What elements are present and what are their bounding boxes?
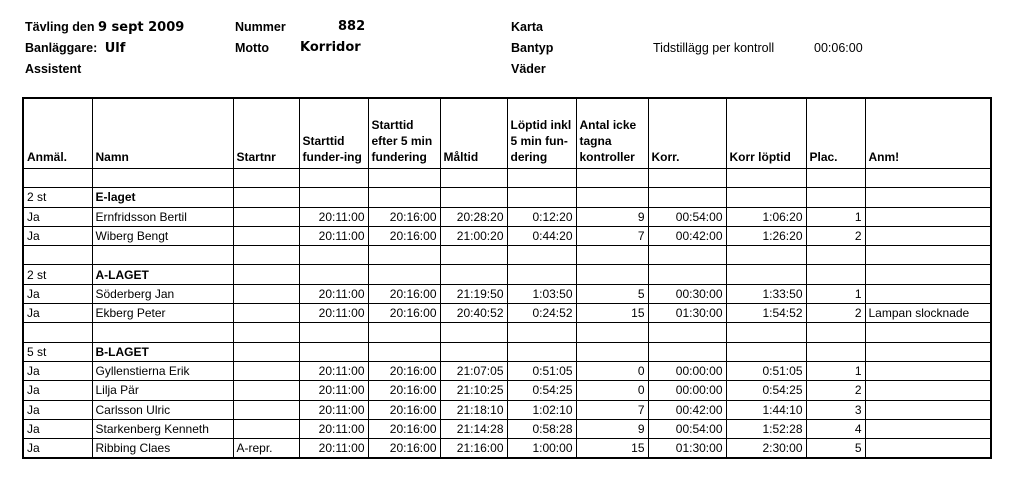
cell-plac: 5 bbox=[806, 439, 865, 459]
spacer-row bbox=[23, 169, 991, 188]
cell-starttid-efter: 20:16:00 bbox=[368, 400, 440, 419]
cell-startnr bbox=[233, 284, 299, 303]
table-row bbox=[23, 381, 991, 400]
empty-cell bbox=[299, 342, 368, 361]
spacer-row bbox=[23, 323, 991, 342]
cell-korr: 00:54:00 bbox=[648, 207, 726, 226]
cell-starttid-fundering: 20:11:00 bbox=[299, 381, 368, 400]
empty-cell bbox=[648, 342, 726, 361]
banlaggare-value: Ulf bbox=[104, 41, 126, 56]
empty-cell bbox=[368, 265, 440, 284]
cell-plac: 1 bbox=[806, 207, 865, 226]
cell-korr-loptid: 0:51:05 bbox=[726, 361, 806, 380]
empty-cell bbox=[23, 169, 92, 188]
table-header-row bbox=[23, 98, 991, 169]
empty-cell bbox=[806, 188, 865, 207]
motto-label: Motto bbox=[235, 41, 270, 55]
empty-cell bbox=[368, 169, 440, 188]
empty-cell bbox=[440, 265, 507, 284]
table-row bbox=[23, 284, 991, 303]
cell-plac: 1 bbox=[806, 284, 865, 303]
bantyp-label: Bantyp bbox=[511, 41, 554, 55]
empty-cell bbox=[440, 323, 507, 342]
group-header-row bbox=[23, 188, 991, 207]
cell-antal-icke-tagna: 7 bbox=[576, 400, 648, 419]
empty-cell bbox=[648, 188, 726, 207]
cell-plac: 2 bbox=[806, 381, 865, 400]
cell-anmal: Ja bbox=[23, 284, 92, 303]
empty-cell bbox=[233, 342, 299, 361]
cell-maltid: 21:00:20 bbox=[440, 226, 507, 245]
empty-cell bbox=[299, 323, 368, 342]
empty-cell bbox=[576, 265, 648, 284]
cell-plac: 3 bbox=[806, 400, 865, 419]
cell-namn: Carlsson Ulric bbox=[92, 400, 233, 419]
cell-starttid-fundering: 20:11:00 bbox=[299, 439, 368, 459]
cell-anm bbox=[865, 400, 991, 419]
cell-loptid: 0:44:20 bbox=[507, 226, 576, 245]
nummer-value: 882 bbox=[338, 19, 366, 34]
cell-starttid-fundering: 20:11:00 bbox=[299, 304, 368, 323]
empty-cell bbox=[23, 246, 92, 265]
empty-cell bbox=[440, 188, 507, 207]
empty-cell bbox=[648, 246, 726, 265]
empty-cell bbox=[865, 265, 991, 284]
cell-korr-loptid: 0:54:25 bbox=[726, 381, 806, 400]
cell-starttid-efter: 20:16:00 bbox=[368, 439, 440, 459]
empty-cell bbox=[726, 342, 806, 361]
cell-starttid-fundering: 20:11:00 bbox=[299, 284, 368, 303]
empty-cell bbox=[507, 246, 576, 265]
col-header-namn: Namn bbox=[92, 98, 233, 169]
tavling-label: Tävling den bbox=[25, 20, 95, 34]
cell-namn: Ribbing Claes bbox=[92, 439, 233, 459]
col-header-plac: Plac. bbox=[806, 98, 865, 169]
cell-starttid-efter: 20:16:00 bbox=[368, 419, 440, 438]
col-header-maltid: Måltid bbox=[440, 98, 507, 169]
empty-cell bbox=[440, 246, 507, 265]
tavling-value: 9 sept 2009 bbox=[97, 20, 185, 35]
empty-cell bbox=[865, 169, 991, 188]
cell-anmal: Ja bbox=[23, 361, 92, 380]
empty-cell bbox=[865, 342, 991, 361]
cell-korr: 00:00:00 bbox=[648, 381, 726, 400]
cell-maltid: 20:28:20 bbox=[440, 207, 507, 226]
empty-cell bbox=[648, 323, 726, 342]
empty-cell bbox=[576, 188, 648, 207]
empty-cell bbox=[233, 265, 299, 284]
cell-startnr bbox=[233, 381, 299, 400]
cell-loptid: 1:03:50 bbox=[507, 284, 576, 303]
empty-cell bbox=[233, 188, 299, 207]
cell-startnr bbox=[233, 304, 299, 323]
cell-korr-loptid: 1:06:20 bbox=[726, 207, 806, 226]
empty-cell bbox=[806, 265, 865, 284]
cell-plac: 4 bbox=[806, 419, 865, 438]
empty-cell bbox=[440, 342, 507, 361]
cell-anm bbox=[865, 419, 991, 438]
empty-cell bbox=[368, 188, 440, 207]
cell-anmal: Ja bbox=[23, 304, 92, 323]
empty-cell bbox=[507, 342, 576, 361]
results-table bbox=[22, 97, 992, 459]
cell-antal-icke-tagna: 9 bbox=[576, 207, 648, 226]
col-header-anmal: Anmäl. bbox=[23, 98, 92, 169]
banlaggare-row bbox=[25, 41, 125, 56]
cell-starttid-fundering: 20:11:00 bbox=[299, 361, 368, 380]
col-header-starttid-fundering: Starttid funder-ing bbox=[299, 98, 368, 169]
empty-cell bbox=[806, 323, 865, 342]
cell-starttid-fundering: 20:11:00 bbox=[299, 400, 368, 419]
group-name: A-LAGET bbox=[92, 265, 233, 284]
cell-korr: 00:42:00 bbox=[648, 400, 726, 419]
cell-plac: 2 bbox=[806, 226, 865, 245]
cell-startnr: A-repr. bbox=[233, 439, 299, 459]
empty-cell bbox=[233, 246, 299, 265]
empty-cell bbox=[92, 323, 233, 342]
empty-cell bbox=[806, 342, 865, 361]
cell-starttid-efter: 20:16:00 bbox=[368, 304, 440, 323]
cell-loptid: 0:51:05 bbox=[507, 361, 576, 380]
table-row bbox=[23, 361, 991, 380]
empty-cell bbox=[507, 265, 576, 284]
empty-cell bbox=[233, 169, 299, 188]
empty-cell bbox=[865, 246, 991, 265]
empty-cell bbox=[726, 188, 806, 207]
empty-cell bbox=[806, 246, 865, 265]
tidstillagg-value: 00:06:00 bbox=[814, 41, 863, 55]
empty-cell bbox=[576, 169, 648, 188]
cell-maltid: 21:16:00 bbox=[440, 439, 507, 459]
empty-cell bbox=[507, 188, 576, 207]
cell-korr-loptid: 2:30:00 bbox=[726, 439, 806, 459]
group-name: E-laget bbox=[92, 188, 233, 207]
empty-cell bbox=[368, 246, 440, 265]
cell-anm bbox=[865, 207, 991, 226]
cell-korr: 00:42:00 bbox=[648, 226, 726, 245]
cell-antal-icke-tagna: 15 bbox=[576, 304, 648, 323]
empty-cell bbox=[726, 169, 806, 188]
cell-anmal: Ja bbox=[23, 381, 92, 400]
empty-cell bbox=[368, 342, 440, 361]
cell-starttid-efter: 20:16:00 bbox=[368, 381, 440, 400]
col-header-korr: Korr. bbox=[648, 98, 726, 169]
empty-cell bbox=[576, 342, 648, 361]
cell-maltid: 21:14:28 bbox=[440, 419, 507, 438]
cell-anmal: Ja bbox=[23, 439, 92, 459]
karta-label: Karta bbox=[511, 20, 543, 34]
group-count: 5 st bbox=[23, 342, 92, 361]
cell-anmal: Ja bbox=[23, 419, 92, 438]
cell-startnr bbox=[233, 419, 299, 438]
cell-namn: Ernfridsson Bertil bbox=[92, 207, 233, 226]
cell-korr: 00:54:00 bbox=[648, 419, 726, 438]
cell-starttid-fundering: 20:11:00 bbox=[299, 226, 368, 245]
tidstillagg-label: Tidstillägg per kontroll bbox=[653, 41, 775, 55]
empty-cell bbox=[726, 246, 806, 265]
empty-cell bbox=[299, 169, 368, 188]
table-row bbox=[23, 400, 991, 419]
cell-korr-loptid: 1:54:52 bbox=[726, 304, 806, 323]
empty-cell bbox=[726, 265, 806, 284]
empty-cell bbox=[299, 265, 368, 284]
empty-cell bbox=[92, 246, 233, 265]
empty-cell bbox=[865, 188, 991, 207]
table-row bbox=[23, 304, 991, 323]
cell-antal-icke-tagna: 0 bbox=[576, 381, 648, 400]
empty-cell bbox=[726, 323, 806, 342]
col-header-korr-loptid: Korr löptid bbox=[726, 98, 806, 169]
group-count: 2 st bbox=[23, 265, 92, 284]
cell-antal-icke-tagna: 15 bbox=[576, 439, 648, 459]
group-header-row bbox=[23, 265, 991, 284]
cell-korr: 00:30:00 bbox=[648, 284, 726, 303]
cell-plac: 2 bbox=[806, 304, 865, 323]
vader-label: Väder bbox=[511, 62, 546, 76]
cell-plac: 1 bbox=[806, 361, 865, 380]
cell-starttid-efter: 20:16:00 bbox=[368, 207, 440, 226]
cell-antal-icke-tagna: 7 bbox=[576, 226, 648, 245]
cell-starttid-fundering: 20:11:00 bbox=[299, 419, 368, 438]
cell-korr-loptid: 1:44:10 bbox=[726, 400, 806, 419]
cell-anmal: Ja bbox=[23, 400, 92, 419]
cell-namn: Gyllenstierna Erik bbox=[92, 361, 233, 380]
table-row bbox=[23, 419, 991, 438]
cell-korr-loptid: 1:52:28 bbox=[726, 419, 806, 438]
cell-anmal: Ja bbox=[23, 226, 92, 245]
cell-namn: Wiberg Bengt bbox=[92, 226, 233, 245]
cell-namn: Söderberg Jan bbox=[92, 284, 233, 303]
cell-maltid: 21:19:50 bbox=[440, 284, 507, 303]
col-header-loptid: Löptid inkl 5 min fun-dering bbox=[507, 98, 576, 169]
cell-korr-loptid: 1:33:50 bbox=[726, 284, 806, 303]
cell-anm bbox=[865, 381, 991, 400]
cell-maltid: 21:07:05 bbox=[440, 361, 507, 380]
cell-startnr bbox=[233, 361, 299, 380]
empty-cell bbox=[92, 169, 233, 188]
cell-antal-icke-tagna: 9 bbox=[576, 419, 648, 438]
empty-cell bbox=[368, 323, 440, 342]
group-header-row bbox=[23, 342, 991, 361]
cell-loptid: 0:58:28 bbox=[507, 419, 576, 438]
tavling-row bbox=[25, 20, 184, 35]
col-header-starttid-efter: Starttid efter 5 min fundering bbox=[368, 98, 440, 169]
empty-cell bbox=[865, 323, 991, 342]
empty-cell bbox=[576, 246, 648, 265]
empty-cell bbox=[440, 169, 507, 188]
spacer-row bbox=[23, 246, 991, 265]
cell-startnr bbox=[233, 207, 299, 226]
cell-loptid: 0:54:25 bbox=[507, 381, 576, 400]
empty-cell bbox=[23, 323, 92, 342]
cell-maltid: 20:40:52 bbox=[440, 304, 507, 323]
table-row bbox=[23, 226, 991, 245]
cell-starttid-fundering: 20:11:00 bbox=[299, 207, 368, 226]
table-row bbox=[23, 439, 991, 459]
cell-anm: Lampan slocknade bbox=[865, 304, 991, 323]
empty-cell bbox=[507, 169, 576, 188]
cell-antal-icke-tagna: 5 bbox=[576, 284, 648, 303]
cell-korr: 00:00:00 bbox=[648, 361, 726, 380]
empty-cell bbox=[576, 323, 648, 342]
group-count: 2 st bbox=[23, 188, 92, 207]
cell-loptid: 1:00:00 bbox=[507, 439, 576, 459]
cell-korr: 01:30:00 bbox=[648, 304, 726, 323]
cell-startnr bbox=[233, 226, 299, 245]
col-header-antal-icke-tagna: Antal icke tagna kontroller bbox=[576, 98, 648, 169]
empty-cell bbox=[648, 265, 726, 284]
assistent-label: Assistent bbox=[25, 62, 82, 76]
cell-namn: Ekberg Peter bbox=[92, 304, 233, 323]
banlaggare-label: Banläggare: bbox=[25, 41, 98, 55]
empty-cell bbox=[299, 246, 368, 265]
cell-loptid: 1:02:10 bbox=[507, 400, 576, 419]
cell-starttid-efter: 20:16:00 bbox=[368, 226, 440, 245]
cell-anm bbox=[865, 226, 991, 245]
cell-antal-icke-tagna: 0 bbox=[576, 361, 648, 380]
empty-cell bbox=[648, 169, 726, 188]
cell-maltid: 21:18:10 bbox=[440, 400, 507, 419]
group-name: B-LAGET bbox=[92, 342, 233, 361]
cell-anm bbox=[865, 361, 991, 380]
cell-loptid: 0:24:52 bbox=[507, 304, 576, 323]
cell-anm bbox=[865, 284, 991, 303]
empty-cell bbox=[806, 169, 865, 188]
cell-anmal: Ja bbox=[23, 207, 92, 226]
cell-namn: Starkenberg Kenneth bbox=[92, 419, 233, 438]
empty-cell bbox=[233, 323, 299, 342]
cell-starttid-efter: 20:16:00 bbox=[368, 284, 440, 303]
cell-anm bbox=[865, 439, 991, 459]
col-header-anm: Anm! bbox=[865, 98, 991, 169]
cell-starttid-efter: 20:16:00 bbox=[368, 361, 440, 380]
cell-korr-loptid: 1:26:20 bbox=[726, 226, 806, 245]
motto-value: Korridor bbox=[300, 40, 361, 55]
cell-loptid: 0:12:20 bbox=[507, 207, 576, 226]
empty-cell bbox=[507, 323, 576, 342]
cell-maltid: 21:10:25 bbox=[440, 381, 507, 400]
table-row bbox=[23, 207, 991, 226]
col-header-startnr: Startnr bbox=[233, 98, 299, 169]
cell-namn: Lilja Pär bbox=[92, 381, 233, 400]
nummer-label: Nummer bbox=[235, 20, 286, 34]
cell-startnr bbox=[233, 400, 299, 419]
cell-korr: 01:30:00 bbox=[648, 439, 726, 459]
empty-cell bbox=[299, 188, 368, 207]
